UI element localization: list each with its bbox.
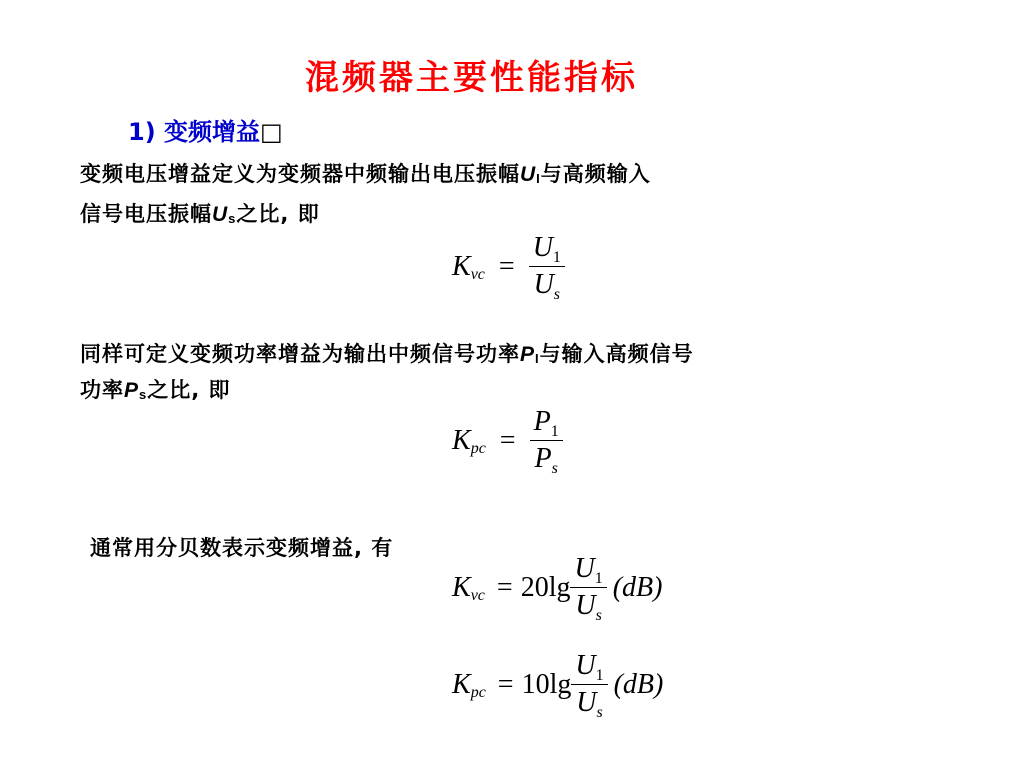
eq-lhs: K: [452, 250, 471, 282]
eq-numerator-sub: 1: [550, 423, 559, 440]
placeholder-box-icon: □: [260, 118, 283, 146]
eq-lhs: K: [452, 668, 471, 700]
eq-numerator: U: [532, 232, 553, 263]
equation-voltage-gain-db: [452, 553, 662, 622]
equation-power-gain-db: [452, 650, 663, 719]
eq-sign: =: [498, 250, 515, 282]
eq-unit: (dB): [613, 668, 664, 700]
para2-line2-text: 功率: [80, 378, 124, 402]
var-u: U: [212, 203, 229, 226]
eq-numerator: U: [574, 553, 595, 584]
var-sub: I: [535, 351, 540, 366]
var-sub: I: [536, 171, 541, 186]
eq-denominator: U: [576, 687, 597, 718]
eq-lhs: K: [452, 571, 471, 603]
para1-line2-text: 信号电压振幅: [80, 202, 212, 226]
eq-denominator-sub: s: [596, 704, 603, 721]
eq-numerator-sub: 1: [594, 570, 603, 587]
para1-line2-tail: 之比, 即: [236, 202, 320, 226]
para1-line1-tail: 与高频输入: [540, 162, 651, 186]
page-title: 混频器主要性能指标: [305, 58, 638, 98]
equation-power-gain: [452, 406, 563, 475]
para2-line2-tail: 之比, 即: [147, 378, 231, 402]
eq-fraction: [570, 553, 606, 622]
para2-line2: [80, 374, 231, 404]
eq-denominator: P: [534, 443, 552, 474]
para3: 通常用分贝数表示变频增益, 有: [90, 536, 394, 560]
equation-voltage-gain: [452, 232, 565, 301]
para2-line1: [80, 338, 694, 368]
var-u: U: [520, 163, 537, 186]
eq-fraction: [571, 650, 607, 719]
para2-line1-tail: 与输入高频信号: [539, 342, 694, 366]
para1-line1-text: 变频电压增益定义为变频器中频输出电压振幅: [80, 162, 520, 186]
eq-numerator-sub: 1: [552, 249, 561, 266]
eq-sign: =: [496, 571, 513, 603]
eq-coefficient: 10lg: [521, 668, 572, 700]
eq-lhs-sub: vc: [470, 265, 485, 283]
var-sub: s: [228, 211, 237, 226]
eq-denominator-sub: s: [553, 286, 561, 303]
eq-denominator-sub: s: [551, 460, 558, 477]
eq-numerator: P: [533, 406, 551, 437]
eq-denominator: U: [533, 269, 554, 300]
para1-line2: [80, 198, 320, 228]
var-p: P: [124, 379, 140, 402]
para1-line1: [80, 158, 651, 188]
eq-lhs: K: [452, 424, 471, 456]
eq-numerator-sub: 1: [595, 667, 604, 684]
eq-coefficient: 20lg: [520, 571, 571, 603]
eq-denominator: U: [575, 590, 596, 621]
eq-fraction: [530, 406, 563, 475]
eq-lhs-sub: vc: [470, 586, 485, 604]
section-label: 1) 变频增益: [128, 118, 261, 146]
section-heading: [128, 112, 283, 147]
eq-fraction: [529, 232, 565, 301]
eq-sign: =: [499, 424, 516, 456]
para2-line1-text: 同样可定义变频功率增益为输出中频信号功率: [80, 342, 520, 366]
eq-denominator-sub: s: [595, 607, 602, 624]
eq-lhs-sub: pc: [470, 439, 486, 457]
var-sub: s: [139, 387, 148, 402]
eq-unit: (dB): [612, 571, 663, 603]
eq-numerator: U: [575, 650, 596, 681]
eq-lhs-sub: pc: [470, 683, 486, 701]
eq-sign: =: [497, 668, 514, 700]
var-p: P: [520, 343, 536, 366]
